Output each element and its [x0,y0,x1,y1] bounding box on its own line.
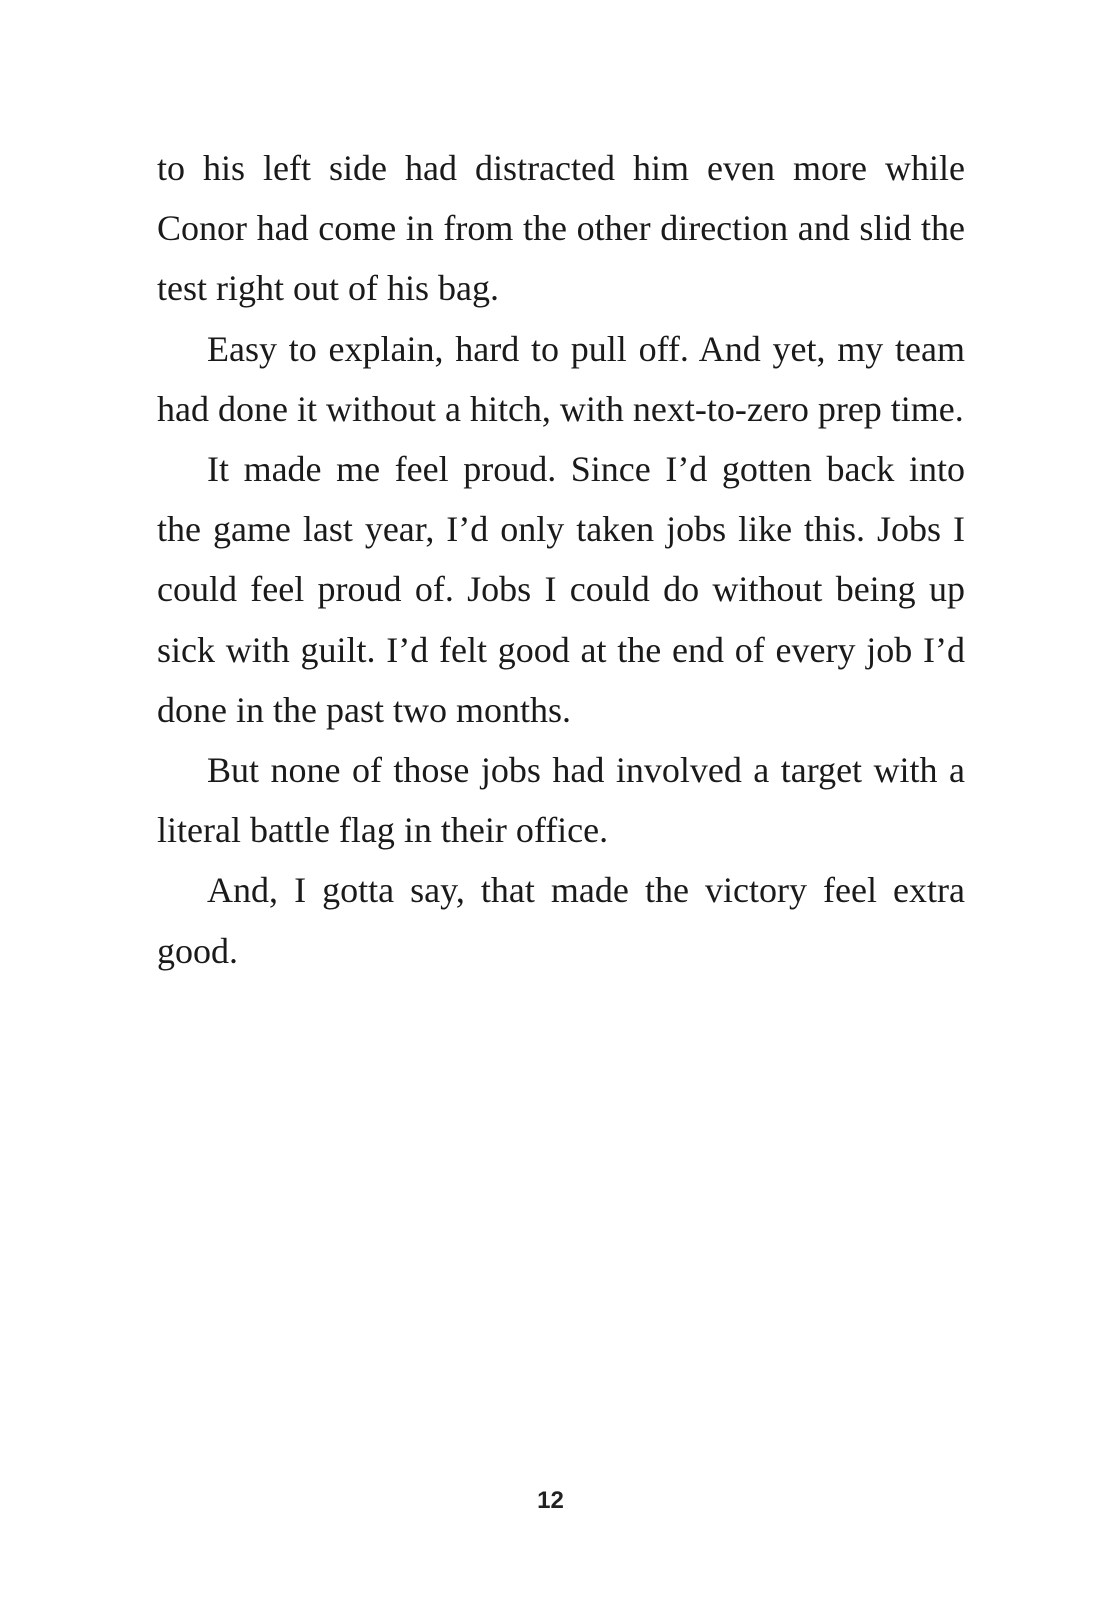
body-text [157,138,965,981]
paragraph: It made me feel proud. Since I’d gotten back into the game last year, I’d only taken jobs like this. Jobs I could feel proud of. Jobs I could do without being up sick with guilt. I’d felt good at the end of every job I’d done in the past two months. [157,449,965,730]
paragraph-last: And, I gotta say, that made the victory feel extra good. [157,870,965,971]
paragraph: Easy to explain, hard to pull off. And yet, my team had done it without a hitch, with next-to-zero prep time. [157,328,965,429]
paragraph-continued: to his left side had distracted him even more while Conor had come in from the other direction and slid the test right out of his bag. [157,148,965,309]
paragraph: But none of those jobs had involved a target with a literal battle flag in their office. [157,750,965,851]
page-number: 12 [537,1487,564,1514]
